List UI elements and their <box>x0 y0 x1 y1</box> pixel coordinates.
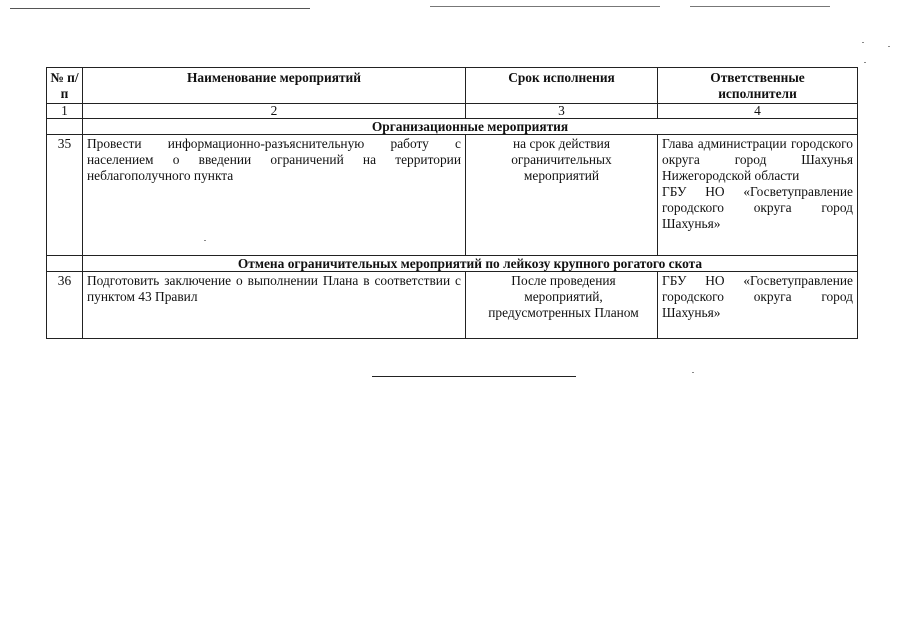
responsible-entry: ГБУ НО «Госветуправление городского округа город Шахунья» <box>662 273 853 320</box>
table-row <box>47 272 858 339</box>
responsible-entry: Глава администрации городского округа город Шахунья Нижегородской области <box>662 136 853 183</box>
scan-speck <box>692 372 694 373</box>
responsible-entry: ГБУ НО «Госветуправление городского округа город Шахунья» <box>662 184 853 231</box>
closing-rule <box>372 376 576 377</box>
section-spacer <box>47 256 83 272</box>
row-name: Провести информационно-разъяснительную работу с населением о введении ограничений на территории неблагополучного пункта <box>83 135 466 256</box>
scan-speck <box>862 42 864 43</box>
column-number: 3 <box>466 104 658 119</box>
header-row <box>47 68 858 104</box>
section-title-row <box>47 119 858 135</box>
scan-speck <box>864 62 866 63</box>
row-number: 36 <box>47 272 83 339</box>
table-row <box>47 135 858 256</box>
row-responsible <box>658 135 858 256</box>
scan-edge-line-mid <box>430 6 660 7</box>
section-title: Организационные мероприятия <box>83 119 858 135</box>
plan-table <box>46 67 858 339</box>
column-number-row <box>47 104 858 119</box>
header-num: № п/п <box>47 68 83 104</box>
column-number: 2 <box>83 104 466 119</box>
row-name: Подготовить заключение о выполнении Плана в соответствии с пунктом 43 Правил <box>83 272 466 339</box>
column-number: 4 <box>658 104 858 119</box>
scan-edge-line-right <box>690 6 830 7</box>
header-responsible: Ответственные исполнители <box>658 68 858 104</box>
header-term: Срок исполнения <box>466 68 658 104</box>
plan-table-container <box>46 67 857 339</box>
row-term: на срок действия ограничительных мероприятий <box>466 135 658 256</box>
scan-edge-line-left <box>10 8 310 9</box>
row-term: После проведения мероприятий, предусмотренных Планом <box>466 272 658 339</box>
column-number: 1 <box>47 104 83 119</box>
header-name: Наименование мероприятий <box>83 68 466 104</box>
section-title-row <box>47 256 858 272</box>
section-title: Отмена ограничительных мероприятий по лейкозу крупного рогатого скота <box>83 256 858 272</box>
row-responsible <box>658 272 858 339</box>
scan-speck <box>888 46 890 47</box>
row-number: 35 <box>47 135 83 256</box>
section-spacer <box>47 119 83 135</box>
